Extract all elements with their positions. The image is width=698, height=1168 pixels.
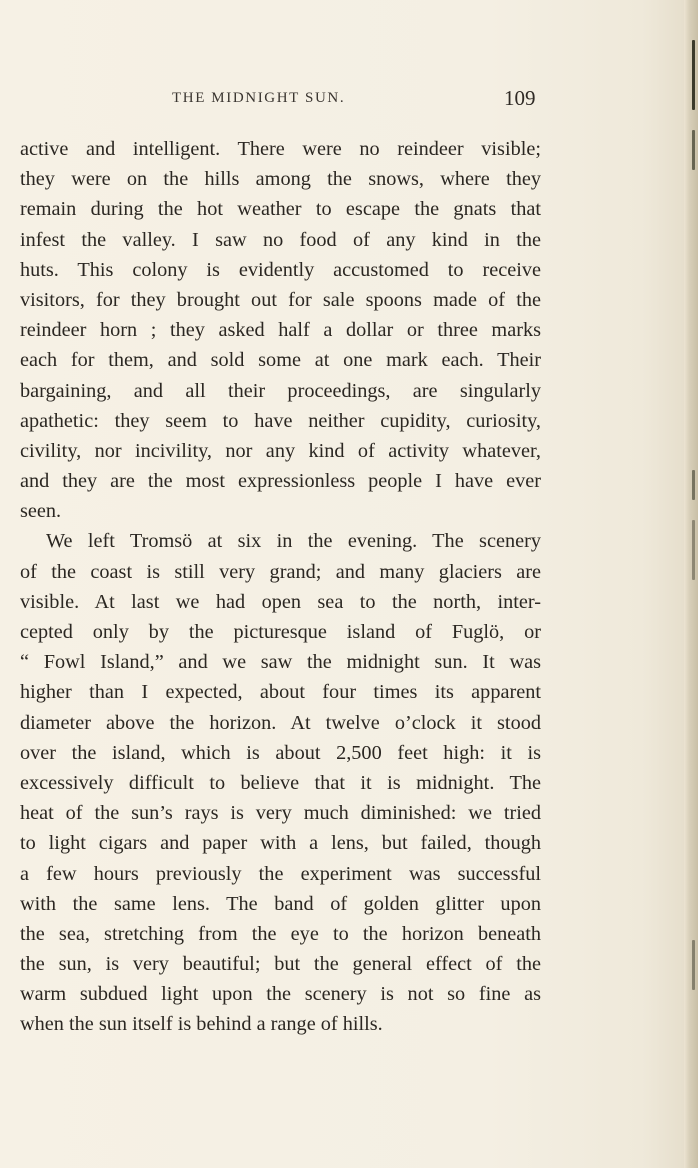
text-line: reindeer horn ; they asked half a dollar or three marks <box>20 319 541 342</box>
text-line: seen. <box>20 500 62 523</box>
text-line: of the coast is still very grand; and many glaciers are <box>20 560 541 583</box>
text-line: each for them, and sold some at one mark each. Their <box>20 349 541 372</box>
text-line: bargaining, and all their proceedings, are singularly <box>20 379 541 402</box>
page-edge <box>684 0 698 1168</box>
text-line: excessively difficult to believe that it is midnight. The <box>20 771 541 794</box>
text-line: heat of the sun’s rays is very much diminished: we tried <box>20 802 541 825</box>
text-line: visible. At last we had open sea to the north, inter- <box>20 590 541 613</box>
edge-mark <box>692 130 695 170</box>
text-line: the sun, is very beautiful; but the general effect of the <box>20 953 541 976</box>
body-text <box>20 134 541 1040</box>
running-head: THE MIDNIGHT SUN. <box>172 90 346 106</box>
edge-mark <box>692 520 695 580</box>
text-line: the sea, stretching from the eye to the horizon beneath <box>20 922 541 945</box>
text-line: remain during the hot weather to escape the gnats that <box>20 198 541 221</box>
text-line: a few hours previously the experiment was successful <box>20 862 541 885</box>
text-line: to light cigars and paper with a lens, but failed, though <box>20 832 541 855</box>
edge-mark <box>692 470 695 500</box>
page-header <box>0 86 698 116</box>
text-line: active and intelligent. There were no reindeer visible; <box>20 138 541 160</box>
text-line: “ Fowl Island,” and we saw the midnight sun. It was <box>20 651 541 674</box>
page-number: 109 <box>504 86 536 110</box>
text-line: visitors, for they brought out for sale spoons made of the <box>20 288 541 311</box>
text-line: huts. This colony is evidently accustomed to receive <box>20 258 541 281</box>
text-line: when the sun itself is behind a range of hills. <box>20 1013 383 1036</box>
text-line: they were on the hills among the snows, where they <box>20 168 541 191</box>
text-line: over the island, which is about 2,500 feet high: it is <box>20 741 541 764</box>
text-line: apathetic: they seem to have neither cupidity, curiosity, <box>20 409 541 432</box>
text-line: We left Tromsö at six in the evening. The scenery <box>46 530 541 553</box>
text-line: diameter above the horizon. At twelve o’clock it stood <box>20 711 541 734</box>
text-line: higher than I expected, about four times its apparent <box>20 681 541 704</box>
text-line: warm subdued light upon the scenery is not so fine as <box>20 983 541 1006</box>
edge-mark <box>692 940 695 990</box>
text-line: with the same lens. The band of golden glitter upon <box>20 892 541 915</box>
text-line: civility, nor incivility, nor any kind of activity whatever, <box>20 439 541 462</box>
text-line: infest the valley. I saw no food of any kind in the <box>20 228 541 251</box>
text-line: cepted only by the picturesque island of Fuglö, or <box>20 621 541 643</box>
text-line: and they are the most expressionless people I have ever <box>20 470 541 493</box>
